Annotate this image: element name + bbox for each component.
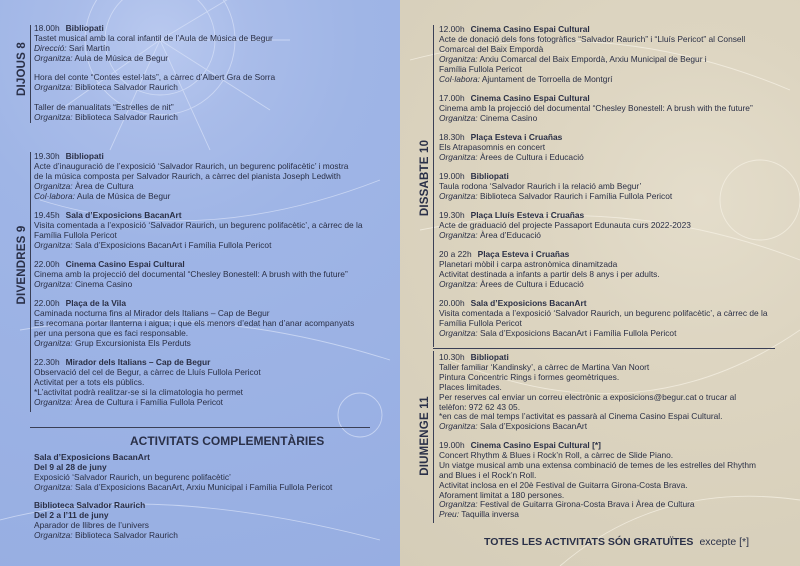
- event-entry: 22.00h Plaça de la Vila Caminada nocturna fins al Mirador dels Italians – Cap de Begur Es recomana portar llanterna i aigua; i que els menors d’edat han d’anar acompanyats per una persona que es faci responsable. Organitza: Grup Excursionista Els Perduts: [34, 298, 355, 348]
- day-label-divendres: DIVENDRES 9: [16, 225, 28, 305]
- event-entry: 20 a 22h Plaça Esteva i Cruañas Planetari mòbil i carpa astronòmica dinamitzada Activitat destinada a infants a partir dels 8 anys i per adults. Organitza: Àrees de Cultura i Educació: [439, 249, 660, 289]
- complementary-entry: Biblioteca Salvador Raurich Del 2 a l’11 de juny Aparador de llibres de l’univers Organitza: Biblioteca Salvador Raurich: [34, 500, 178, 540]
- event-entry: 10.30h Bibliopati Taller familiar ‘Kandinsky’, a càrrec de Martina Van Noort Pintura Concentric Rings i formes geomètriques. Places limitades. Per reserves cal enviar un correu electrònic a exposicions@begur.cat o trucar al telèfon: 972 62 43 05. *en cas de mal temps l’activitat es passarà al Cinema Casino Espai Cultural. Organitza: Sala d’Exposicions BacanArt: [439, 352, 737, 432]
- divider: [30, 25, 31, 123]
- divider: [30, 152, 31, 412]
- event-entry: 22.30h Mirador dels Italians – Cap de Begur Observació del cel de Begur, a càrrec de Lluís Fullola Pericot Activitat per a tots els públics. *L’activitat podrà realitzar-se si la climatologia ho permet Organitza: Àrea de Cultura i Família Fullola Pericot: [34, 357, 261, 407]
- divider: [433, 351, 434, 523]
- day-label-dissabte: DISSABTE 10: [419, 139, 431, 217]
- event-entry: 19.00h Bibliopati Taula rodona ‘Salvador Raurich i la relació amb Begur’ Organitza: Biblioteca Salvador Raurich i Família Fullola Pericot: [439, 171, 673, 201]
- section-title-complementaries: ACTIVITATS COMPLEMENTÀRIES: [130, 434, 325, 448]
- exception-note: excepte [*]: [699, 536, 750, 548]
- event-entry: 18.00h Bibliopati Tastet musical amb la coral infantil de l’Aula de Música de Begur Direcció: Sari Martín Organitza: Aula de Música de Begur: [34, 23, 273, 63]
- free-activities-text: TOTES LES ACTIVITATS SÓN GRATUÏTES: [484, 536, 694, 548]
- event-entry: 22.00h Cinema Casino Espai Cultural Cinema amb la projecció del documental “Chesley Bonestell: A brush with the future” Organitza: Cinema Casino: [34, 259, 348, 289]
- event-entry: 19.00h Cinema Casino Espai Cultural [*] Concert Rhythm & Blues i Rock’n Roll, a càrrec de Slide Piano. Un viatge musical amb una extensa combinació de temes de les estrelles del Rhythm and Blues i el Rock’n Roll. Activitat inclosa en el 20è Festival de Guitarra Girona-Costa Brava. Aforament limitat a 180 persones. Organitza: Festival de Guitarra Girona-Costa Brava i Àrea de Cultura Preu: Taquilla inversa: [439, 440, 757, 520]
- event-entry: 20.00h Sala d’Exposicions BacanArt Visita comentada a l’exposició ‘Salvador Raurich, un begurenc polifacètic’, a càrrec de la Família Fullola Pericot Organitza: Sala d’Exposicions BacanArt i Família Fullola Pericot: [439, 298, 768, 338]
- event-entry: 19.30h Plaça Lluís Esteva i Cruañas Acte de graduació del projecte Passaport Edunauta curs 2022-2023 Organitza: Àrea d’Educació: [439, 210, 691, 240]
- event-entry: 12.00h Cinema Casino Espai Cultural Acte de donació dels fons fotogràfics “Salvador Raurich” i “Lluís Pericot” al Consell Comarcal del Baix Empordà Organitza: Arxiu Comarcal del Baix Empordà, Arxiu Municipal de Begur i Família Fullola Pericot Col·labora: Ajuntament de Torroella de Montgrí: [439, 24, 746, 84]
- divider: [433, 348, 775, 349]
- complementary-entry: Sala d’Exposicions BacanArt Del 9 al 28 de juny Exposició ‘Salvador Raurich, un begurenc polifacètic’ Organitza: Sala d’Exposicions BacanArt, Arxiu Municipal i Família Fullola Pericot: [34, 452, 333, 492]
- divider: [30, 427, 370, 428]
- day-label-diumenge: DIUMENGE 11: [419, 396, 431, 476]
- free-activities-note: [484, 536, 749, 548]
- event-entry: 19.30h Bibliopati Acte d’inauguració de l’exposició ‘Salvador Raurich, un begurenc polifacètic’ i mostra de la música composta per Salvador Raurich, a càrrec del pianista Joseph Ledwith Organitza: Àrea de Cultura Col·labora: Aula de Música de Begur: [34, 151, 349, 201]
- event-entry: Hora del conte “Contes estel·lats”, a càrrec d’Albert Gra de Sorra Organitza: Biblioteca Salvador Raurich: [34, 72, 276, 92]
- day-label-dijous: DIJOUS 8: [16, 41, 28, 97]
- event-entry: 19.45h Sala d’Exposicions BacanArt Visita comentada a l’exposició ‘Salvador Raurich, un begurenc polifacètic’, a càrrec de la Família Fullola Pericot Organitza: Sala d’Exposicions BacanArt i Família Fullola Pericot: [34, 210, 363, 250]
- divider: [433, 25, 434, 347]
- event-entry: Taller de manualitats “Estrelles de nit” Organitza: Biblioteca Salvador Raurich: [34, 102, 178, 122]
- event-entry: 17.00h Cinema Casino Espai Cultural Cinema amb la projecció del documental “Chesley Bonestell: A brush with the future” Organitza: Cinema Casino: [439, 93, 753, 123]
- event-entry: 18.30h Plaça Esteva i Cruañas Els Atrapasomnis en concert Organitza: Àrees de Cultura i Educació: [439, 132, 584, 162]
